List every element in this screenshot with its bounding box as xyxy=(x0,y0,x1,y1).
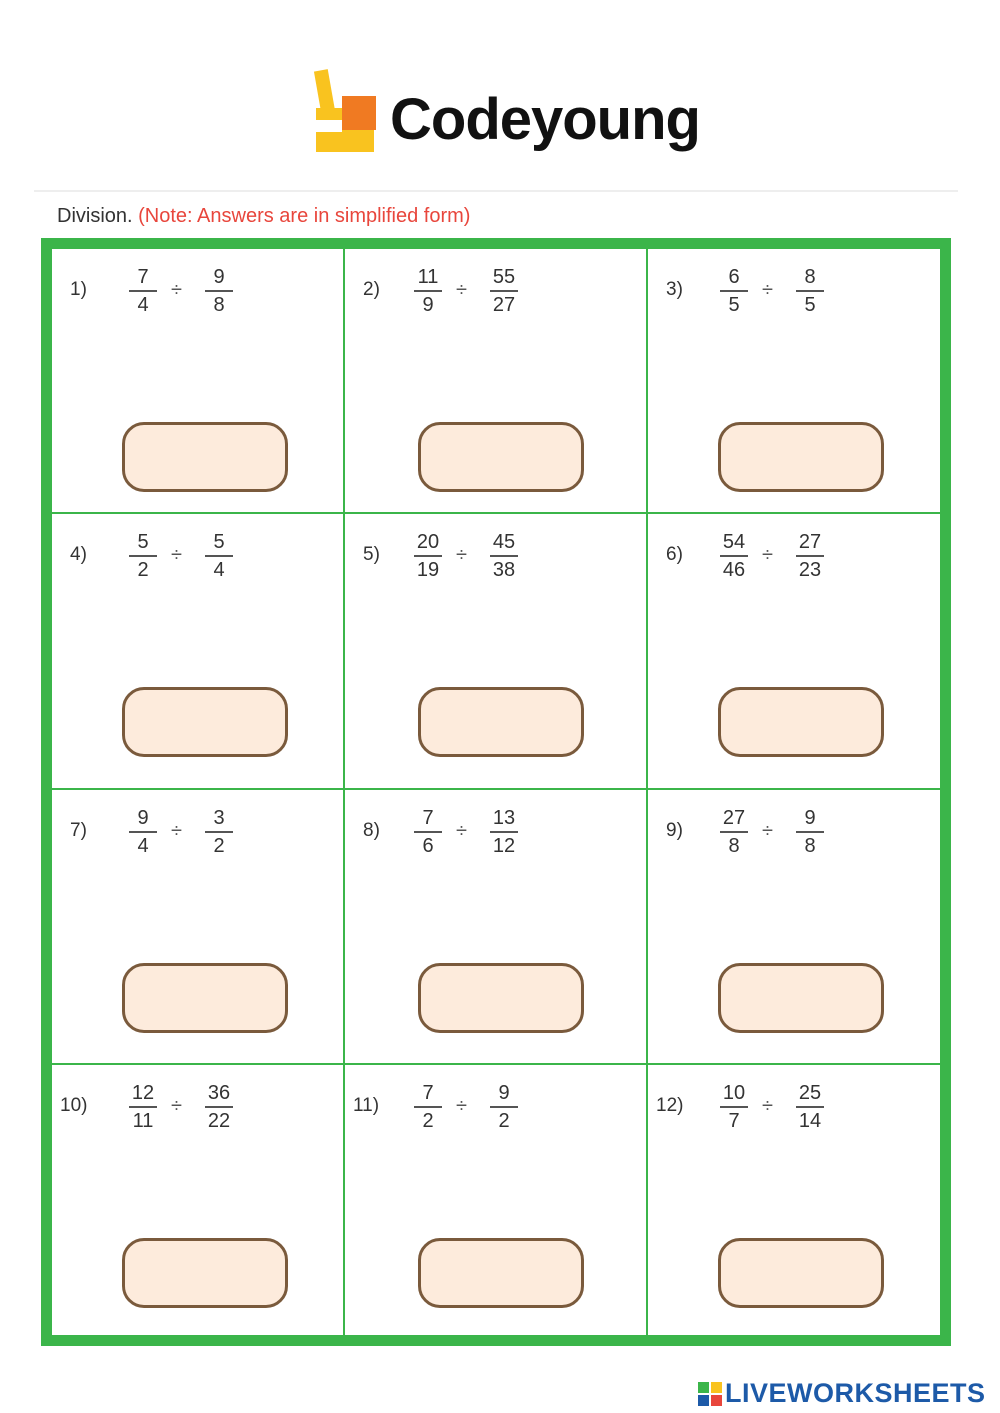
problem-number: 10) xyxy=(60,1095,88,1116)
dividend-numerator: 10 xyxy=(722,1082,746,1104)
dividend-denominator: 2 xyxy=(422,1110,434,1132)
divisor-fraction xyxy=(484,1081,524,1133)
answer-box[interactable] xyxy=(122,963,288,1033)
divisor-denominator: 8 xyxy=(804,835,816,857)
problem-cell xyxy=(52,1065,345,1335)
divisor-numerator: 9 xyxy=(498,1082,510,1104)
fraction-bar xyxy=(796,831,824,833)
header-divider xyxy=(34,190,958,192)
fraction-bar xyxy=(720,1106,748,1108)
problem-number: 5) xyxy=(363,544,380,565)
problem-grid-frame xyxy=(41,238,951,1346)
dividend-fraction xyxy=(408,1081,448,1133)
answer-box[interactable] xyxy=(122,1238,288,1308)
division-sign: ÷ xyxy=(171,1095,182,1117)
answer-box[interactable] xyxy=(418,1238,584,1308)
fraction-bar xyxy=(414,290,442,292)
fraction-bar xyxy=(490,831,518,833)
problem-cell xyxy=(52,514,345,790)
divisor-fraction xyxy=(484,265,524,317)
problem-number: 9) xyxy=(666,820,683,841)
dividend-denominator: 19 xyxy=(416,559,440,581)
instruction-note: (Note: Answers are in simplified form) xyxy=(138,205,471,227)
problem-cell xyxy=(345,514,648,790)
dividend-denominator: 9 xyxy=(422,294,434,316)
divisor-denominator: 14 xyxy=(798,1110,822,1132)
division-sign: ÷ xyxy=(456,544,467,566)
dividend-fraction xyxy=(714,806,754,858)
dividend-denominator: 4 xyxy=(137,294,149,316)
answer-box[interactable] xyxy=(718,422,884,492)
brand-name: Codeyoung xyxy=(390,87,700,152)
fraction-bar xyxy=(720,290,748,292)
problem-cell xyxy=(648,514,940,790)
divisor-numerator: 3 xyxy=(213,807,225,829)
fraction-bar xyxy=(490,555,518,557)
divisor-denominator: 27 xyxy=(492,294,516,316)
dividend-numerator: 7 xyxy=(422,807,434,829)
dividend-denominator: 5 xyxy=(728,294,740,316)
divisor-denominator: 5 xyxy=(804,294,816,316)
instruction-line xyxy=(57,205,470,228)
divisor-denominator: 2 xyxy=(498,1110,510,1132)
dividend-numerator: 7 xyxy=(422,1082,434,1104)
division-sign: ÷ xyxy=(456,279,467,301)
dividend-denominator: 11 xyxy=(132,1110,154,1132)
divisor-numerator: 8 xyxy=(804,266,816,288)
division-sign: ÷ xyxy=(171,279,182,301)
fraction-bar xyxy=(414,1106,442,1108)
divisor-fraction xyxy=(199,265,239,317)
divisor-numerator: 13 xyxy=(492,807,516,829)
dividend-numerator: 6 xyxy=(728,266,740,288)
divisor-numerator: 27 xyxy=(798,531,822,553)
answer-box[interactable] xyxy=(418,963,584,1033)
problem-cell xyxy=(648,790,940,1065)
answer-box[interactable] xyxy=(122,422,288,492)
divisor-fraction xyxy=(790,806,830,858)
problem-cell xyxy=(345,249,648,514)
dividend-fraction xyxy=(123,1081,163,1133)
divisor-denominator: 8 xyxy=(213,294,225,316)
fraction-bar xyxy=(129,290,157,292)
dividend-fraction xyxy=(714,265,754,317)
answer-box[interactable] xyxy=(718,963,884,1033)
liveworksheets-brand: LIVEWORKSHEETS xyxy=(725,1378,986,1408)
divisor-numerator: 55 xyxy=(492,266,516,288)
fraction-bar xyxy=(490,290,518,292)
division-sign: ÷ xyxy=(762,279,773,301)
dividend-numerator: 12 xyxy=(131,1082,155,1104)
dividend-denominator: 8 xyxy=(728,835,740,857)
fraction-bar xyxy=(205,555,233,557)
division-sign: ÷ xyxy=(762,544,773,566)
divisor-numerator: 9 xyxy=(213,266,225,288)
problem-number: 1) xyxy=(70,279,87,300)
fraction-bar xyxy=(129,831,157,833)
fraction-bar xyxy=(796,290,824,292)
divisor-fraction xyxy=(199,1081,239,1133)
divisor-denominator: 2 xyxy=(213,835,225,857)
problem-number: 6) xyxy=(666,544,683,565)
divisor-denominator: 38 xyxy=(492,559,516,581)
dividend-fraction xyxy=(123,530,163,582)
codeyoung-logo-icon xyxy=(312,66,382,156)
divisor-fraction xyxy=(484,806,524,858)
divisor-numerator: 5 xyxy=(213,531,225,553)
dividend-numerator: 27 xyxy=(722,807,746,829)
answer-box[interactable] xyxy=(718,1238,884,1308)
problem-cell xyxy=(345,1065,648,1335)
divisor-denominator: 22 xyxy=(207,1110,231,1132)
fraction-bar xyxy=(205,1106,233,1108)
problem-cell xyxy=(52,249,345,514)
dividend-fraction xyxy=(408,265,448,317)
divisor-fraction xyxy=(790,265,830,317)
dividend-denominator: 2 xyxy=(137,559,149,581)
divisor-fraction xyxy=(790,1081,830,1133)
divisor-fraction xyxy=(790,530,830,582)
divisor-fraction xyxy=(199,806,239,858)
problem-number: 4) xyxy=(70,544,87,565)
dividend-fraction xyxy=(123,806,163,858)
dividend-fraction xyxy=(714,1081,754,1133)
dividend-denominator: 4 xyxy=(137,835,149,857)
dividend-numerator: 20 xyxy=(416,531,440,553)
division-sign: ÷ xyxy=(456,820,467,842)
answer-box[interactable] xyxy=(718,687,884,757)
fraction-bar xyxy=(205,290,233,292)
dividend-fraction xyxy=(408,806,448,858)
division-sign: ÷ xyxy=(171,820,182,842)
divisor-numerator: 25 xyxy=(798,1082,822,1104)
fraction-bar xyxy=(720,555,748,557)
answer-box[interactable] xyxy=(122,687,288,757)
divisor-fraction xyxy=(484,530,524,582)
dividend-numerator: 54 xyxy=(722,531,746,553)
fraction-bar xyxy=(796,1106,824,1108)
problem-number: 12) xyxy=(656,1095,684,1116)
division-sign: ÷ xyxy=(171,544,182,566)
divisor-denominator: 12 xyxy=(492,835,516,857)
dividend-numerator: 9 xyxy=(137,807,149,829)
fraction-bar xyxy=(796,555,824,557)
answer-box[interactable] xyxy=(418,422,584,492)
problem-number: 8) xyxy=(363,820,380,841)
fraction-bar xyxy=(129,555,157,557)
division-sign: ÷ xyxy=(762,1095,773,1117)
division-sign: ÷ xyxy=(456,1095,467,1117)
problem-number: 11) xyxy=(353,1095,380,1116)
fraction-bar xyxy=(414,555,442,557)
divisor-fraction xyxy=(199,530,239,582)
dividend-numerator: 7 xyxy=(137,266,149,288)
dividend-denominator: 6 xyxy=(422,835,434,857)
divisor-denominator: 23 xyxy=(798,559,822,581)
problem-cell xyxy=(648,249,940,514)
problem-number: 3) xyxy=(666,279,683,300)
fraction-bar xyxy=(414,831,442,833)
dividend-fraction xyxy=(714,530,754,582)
dividend-numerator: 11 xyxy=(417,266,439,288)
fraction-bar xyxy=(720,831,748,833)
problem-grid xyxy=(52,249,940,1335)
problem-cell xyxy=(648,1065,940,1335)
divisor-numerator: 9 xyxy=(804,807,816,829)
dividend-fraction xyxy=(123,265,163,317)
divisor-numerator: 36 xyxy=(207,1082,231,1104)
liveworksheets-logo-icon xyxy=(698,1382,722,1406)
divisor-numerator: 45 xyxy=(492,531,516,553)
answer-box[interactable] xyxy=(418,687,584,757)
problem-number: 2) xyxy=(363,279,380,300)
dividend-denominator: 7 xyxy=(728,1110,740,1132)
dividend-numerator: 5 xyxy=(137,531,149,553)
problem-number: 7) xyxy=(70,820,87,841)
division-sign: ÷ xyxy=(762,820,773,842)
fraction-bar xyxy=(205,831,233,833)
fraction-bar xyxy=(129,1106,157,1108)
divisor-denominator: 4 xyxy=(213,559,225,581)
problem-cell xyxy=(345,790,648,1065)
codeyoung-logo xyxy=(312,66,712,166)
fraction-bar xyxy=(490,1106,518,1108)
dividend-fraction xyxy=(408,530,448,582)
dividend-denominator: 46 xyxy=(722,559,746,581)
instruction-label: Division. xyxy=(57,205,133,227)
problem-cell xyxy=(52,790,345,1065)
